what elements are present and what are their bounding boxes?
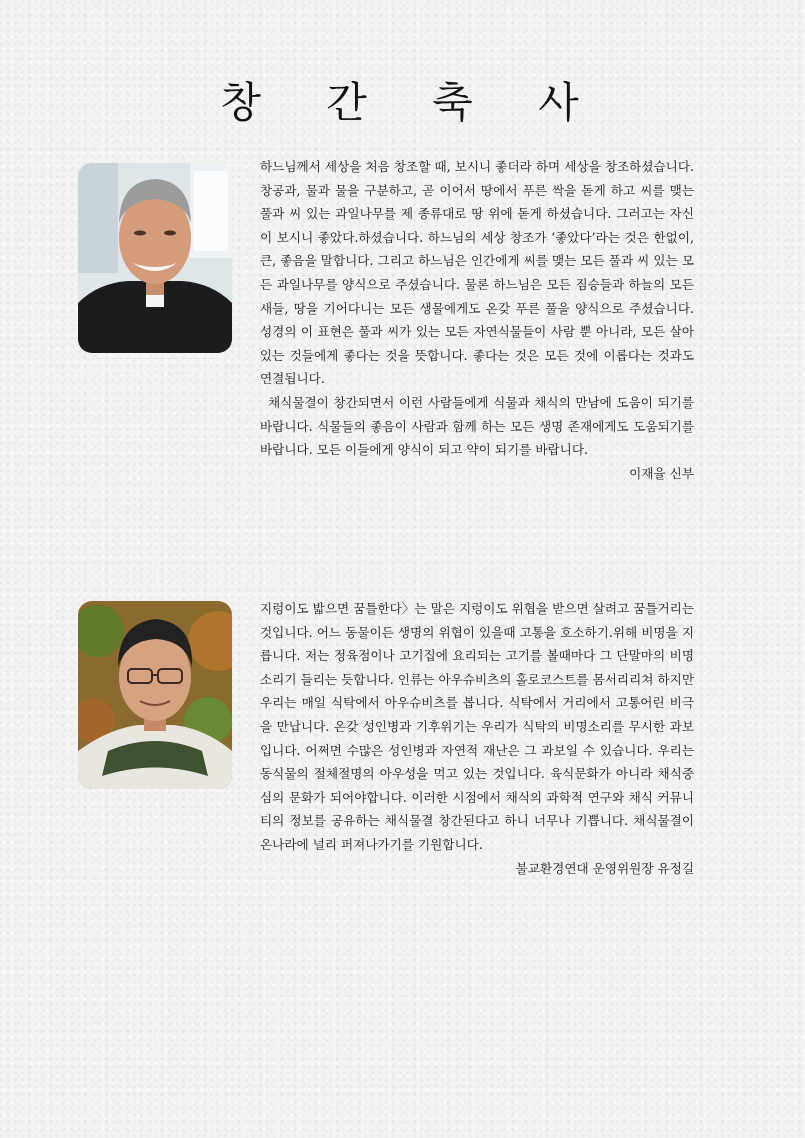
message-1-paragraph-1: 하느님께서 세상을 처음 창조할 때, 보시니 좋더라 하며 세상을 창조하셨습니다. 창공과, 물과 물을 구분하고, 곧 이어서 땅에서 푸른 싹을 돋게 하고 씨를 맺는 풀과 씨 있는 과일나무를 제 종류대로 땅 위에 돋게 하셨습니다. 그러고는 자신이 보시니 좋았다.하셨습니다. 하느님의 세상 창조가 ‘좋았다’라는 것은 한없이, 큰, 좋음을 말합니다. 그리고 하느님은 인간에게 씨를 맺는 모든 풀과 씨 있는 모든 과일나무를 양식으로 주셨습니다. 물론 하느님은 모든 짐승들과 하늘의 모든 새들, 땅을 기어다니는 모든 생물에게도 온갖 푸른 풀을 양식으로 주셨습니다. 성경의 이 표현은 풀과 씨가 있는 모든 자연식물들이 사람 뿐 아니라, 모든 살아있는 것들에게 좋다는 것을 뜻합니다. 좋다는 것은 모든 것에 이롭다는 것과도 연결됩니다. <box>260 159 694 387</box>
portrait-photo-1 <box>78 163 232 353</box>
message-2-signature: 불교환경연대 운영위원장 유정길 <box>515 860 694 876</box>
priest-portrait-image <box>78 163 232 353</box>
message-text-1 <box>260 155 694 485</box>
message-text-2 <box>260 597 694 880</box>
message-2-paragraph-1: 지렁이도 밟으면 꿈틀한다〉는 말은 지렁이도 위협을 받으면 살려고 꿈틀거리는 것입니다. 어느 동물이든 생명의 위협이 있을때 고통을 호소하기.위해 비명을 지릅니다. 저는 정육점이나 고기집에 요리되는 고기를 볼때마다 그 단말마의 비명소리기 들리는 듯합니다. 인류는 아우슈비츠의 홀로코스트를 몸서리리쳐 하지만 우리는 매일 식탁에서 아우슈비츠를 봅니다. 식탁에서 거리에서 고통어린 비극을 만납니다. 온갖 성인병과 기후위기는 우리가 식탁의 비명소리를 무시한 과보입니다. 어쩌면 수많은 성인병과 자연적 재난은 그 과보일 수 있습니다. 우리는 동식물의 절체절명의 아우성을 먹고 있는 것입니다. 육식문화가 아니라 채식중심의 문화가 되어야합니다. 이러한 시점에서 채식의 과학적 연구와 채식 커뮤니티의 정보를 공유하는 채식물결 창간된다고 하니 너무나 기쁩니다. 채식물결이 온나라에 널리 퍼져나가기를 기원합니다. <box>260 601 694 852</box>
director-portrait-image <box>78 601 232 789</box>
portrait-photo-2 <box>78 601 232 789</box>
message-1-paragraph-2: 채식물결이 창간되면서 이런 사람들에게 식물과 채식의 만남에 도움이 되기를 바랍니다. 식물들의 좋음이 사람과 함께 하는 모든 생명 존재에게도 도움되기를 바랍니다. 모든 이들에게 양식이 되고 약이 되기를 바랍니다. <box>260 394 694 458</box>
page-title: 창 간 축 사 <box>220 78 605 127</box>
message-1-signature: 이재율 신부 <box>629 465 694 481</box>
